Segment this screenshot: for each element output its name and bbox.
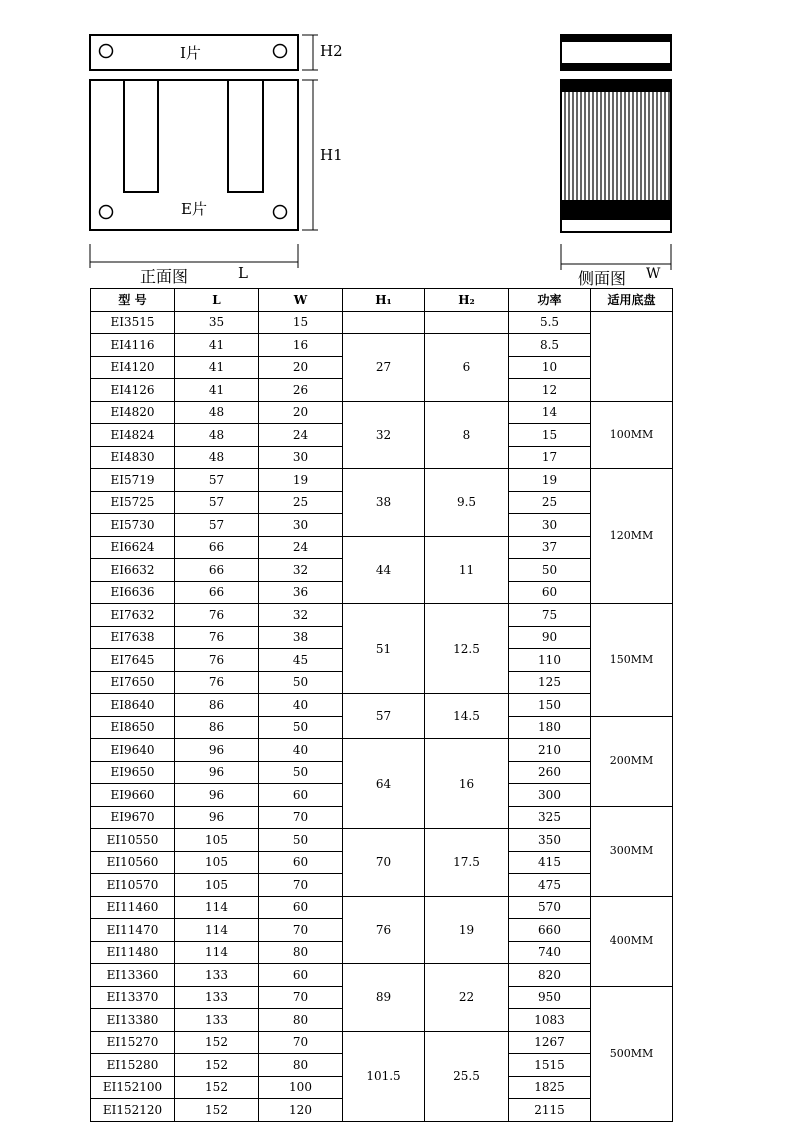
l-cell: 152 bbox=[175, 1054, 259, 1077]
model-cell: EI5719 bbox=[91, 469, 175, 492]
l-cell: 96 bbox=[175, 806, 259, 829]
power-cell: 1515 bbox=[509, 1054, 591, 1077]
w-label: W bbox=[646, 266, 661, 282]
power-cell: 210 bbox=[509, 739, 591, 762]
power-cell: 125 bbox=[509, 671, 591, 694]
model-cell: EI11480 bbox=[91, 941, 175, 964]
h1-cell: 76 bbox=[343, 896, 425, 964]
w-cell: 120 bbox=[259, 1099, 343, 1122]
h1-cell: 57 bbox=[343, 694, 425, 739]
l-cell: 152 bbox=[175, 1031, 259, 1054]
ei-core-spec-table bbox=[90, 288, 673, 1122]
power-cell: 820 bbox=[509, 964, 591, 987]
w-cell: 38 bbox=[259, 626, 343, 649]
model-cell: EI8650 bbox=[91, 716, 175, 739]
l-cell: 41 bbox=[175, 356, 259, 379]
model-cell: EI9650 bbox=[91, 761, 175, 784]
table-row bbox=[91, 829, 673, 852]
power-cell: 415 bbox=[509, 851, 591, 874]
table-row bbox=[91, 604, 673, 627]
table-row bbox=[91, 896, 673, 919]
e-piece-hole-right bbox=[274, 206, 287, 219]
l-cell: 76 bbox=[175, 626, 259, 649]
table-row bbox=[91, 334, 673, 357]
model-cell: EI9670 bbox=[91, 806, 175, 829]
model-cell: EI13370 bbox=[91, 986, 175, 1009]
power-cell: 10 bbox=[509, 356, 591, 379]
base-cell: 300MM bbox=[591, 806, 673, 896]
w-cell: 19 bbox=[259, 469, 343, 492]
h2-cell: 11 bbox=[425, 536, 509, 604]
model-cell: EI152100 bbox=[91, 1076, 175, 1099]
h1-cell: 32 bbox=[343, 401, 425, 469]
power-cell: 1825 bbox=[509, 1076, 591, 1099]
power-cell: 180 bbox=[509, 716, 591, 739]
power-cell: 1083 bbox=[509, 1009, 591, 1032]
side-view-label: 侧面图 bbox=[578, 269, 627, 288]
model-cell: EI11470 bbox=[91, 919, 175, 942]
base-cell: 500MM bbox=[591, 986, 673, 1121]
h2-cell: 12.5 bbox=[425, 604, 509, 694]
w-cell: 60 bbox=[259, 964, 343, 987]
l-cell: 114 bbox=[175, 941, 259, 964]
w-cell: 70 bbox=[259, 986, 343, 1009]
l-cell: 96 bbox=[175, 739, 259, 762]
power-cell: 150 bbox=[509, 694, 591, 717]
model-cell: EI10550 bbox=[91, 829, 175, 852]
table-row bbox=[91, 964, 673, 987]
model-cell: EI152120 bbox=[91, 1099, 175, 1122]
power-cell: 75 bbox=[509, 604, 591, 627]
model-cell: EI3515 bbox=[91, 311, 175, 334]
h1-cell: 38 bbox=[343, 469, 425, 537]
power-cell: 17 bbox=[509, 446, 591, 469]
i-piece-hole-right bbox=[274, 45, 287, 58]
w-cell: 36 bbox=[259, 581, 343, 604]
l-cell: 105 bbox=[175, 851, 259, 874]
l-cell: 105 bbox=[175, 874, 259, 897]
w-cell: 80 bbox=[259, 1009, 343, 1032]
l-cell: 48 bbox=[175, 401, 259, 424]
table-row bbox=[91, 401, 673, 424]
model-cell: EI9660 bbox=[91, 784, 175, 807]
w-cell: 70 bbox=[259, 919, 343, 942]
model-cell: EI5730 bbox=[91, 514, 175, 537]
l-cell: 76 bbox=[175, 649, 259, 672]
w-cell: 40 bbox=[259, 694, 343, 717]
base-cell: 400MM bbox=[591, 896, 673, 986]
power-cell: 5.5 bbox=[509, 311, 591, 334]
l-cell: 48 bbox=[175, 424, 259, 447]
w-cell: 80 bbox=[259, 941, 343, 964]
power-cell: 110 bbox=[509, 649, 591, 672]
w-cell: 50 bbox=[259, 716, 343, 739]
model-cell: EI10560 bbox=[91, 851, 175, 874]
l-cell: 66 bbox=[175, 559, 259, 582]
h1-cell: 70 bbox=[343, 829, 425, 897]
model-cell: EI6624 bbox=[91, 536, 175, 559]
power-cell: 1267 bbox=[509, 1031, 591, 1054]
power-cell: 660 bbox=[509, 919, 591, 942]
h1-cell: 44 bbox=[343, 536, 425, 604]
table-row bbox=[91, 469, 673, 492]
model-cell: EI4126 bbox=[91, 379, 175, 402]
core-diagram bbox=[0, 0, 790, 288]
model-cell: EI11460 bbox=[91, 896, 175, 919]
w-cell: 24 bbox=[259, 536, 343, 559]
h2-cell: 25.5 bbox=[425, 1031, 509, 1121]
header-base: 适用底盘 bbox=[591, 289, 673, 312]
model-cell: EI6632 bbox=[91, 559, 175, 582]
i-piece-hole-left bbox=[100, 45, 113, 58]
front-view-label: 正面图 bbox=[140, 267, 189, 286]
base-cell: 200MM bbox=[591, 716, 673, 806]
model-cell: EI15270 bbox=[91, 1031, 175, 1054]
e-piece-hole-left bbox=[100, 206, 113, 219]
w-cell: 30 bbox=[259, 514, 343, 537]
l-cell: 133 bbox=[175, 1009, 259, 1032]
w-cell: 16 bbox=[259, 334, 343, 357]
power-cell: 15 bbox=[509, 424, 591, 447]
w-cell: 50 bbox=[259, 761, 343, 784]
e-piece-label: E片 bbox=[181, 200, 207, 218]
model-cell: EI4116 bbox=[91, 334, 175, 357]
base-cell bbox=[591, 311, 673, 401]
w-cell: 80 bbox=[259, 1054, 343, 1077]
power-cell: 90 bbox=[509, 626, 591, 649]
model-cell: EI4820 bbox=[91, 401, 175, 424]
power-cell: 950 bbox=[509, 986, 591, 1009]
table-row bbox=[91, 694, 673, 717]
base-cell: 150MM bbox=[591, 604, 673, 717]
w-cell: 20 bbox=[259, 401, 343, 424]
side-view-stack bbox=[561, 35, 671, 232]
model-cell: EI9640 bbox=[91, 739, 175, 762]
l-label: L bbox=[238, 264, 248, 282]
w-cell: 50 bbox=[259, 829, 343, 852]
base-cell: 120MM bbox=[591, 469, 673, 604]
l-cell: 133 bbox=[175, 986, 259, 1009]
h2-cell: 8 bbox=[425, 401, 509, 469]
power-cell: 37 bbox=[509, 536, 591, 559]
model-cell: EI8640 bbox=[91, 694, 175, 717]
power-cell: 8.5 bbox=[509, 334, 591, 357]
h1-cell bbox=[343, 311, 425, 334]
w-cell: 50 bbox=[259, 671, 343, 694]
power-cell: 30 bbox=[509, 514, 591, 537]
l-cell: 57 bbox=[175, 514, 259, 537]
l-cell: 96 bbox=[175, 761, 259, 784]
model-cell: EI4830 bbox=[91, 446, 175, 469]
l-cell: 105 bbox=[175, 829, 259, 852]
header-h1: H₁ bbox=[343, 289, 425, 312]
header-power: 功率 bbox=[509, 289, 591, 312]
h1-cell: 101.5 bbox=[343, 1031, 425, 1121]
power-cell: 25 bbox=[509, 491, 591, 514]
l-cell: 114 bbox=[175, 896, 259, 919]
h2-cell bbox=[425, 311, 509, 334]
model-cell: EI4120 bbox=[91, 356, 175, 379]
l-cell: 41 bbox=[175, 334, 259, 357]
base-cell: 100MM bbox=[591, 401, 673, 469]
l-cell: 86 bbox=[175, 694, 259, 717]
h2-cell: 9.5 bbox=[425, 469, 509, 537]
w-cell: 15 bbox=[259, 311, 343, 334]
w-cell: 60 bbox=[259, 851, 343, 874]
model-cell: EI7650 bbox=[91, 671, 175, 694]
core-drawing bbox=[0, 0, 790, 288]
l-cell: 66 bbox=[175, 581, 259, 604]
header-w: W bbox=[259, 289, 343, 312]
power-cell: 475 bbox=[509, 874, 591, 897]
h1-cell: 64 bbox=[343, 739, 425, 829]
l-cell: 76 bbox=[175, 604, 259, 627]
power-cell: 570 bbox=[509, 896, 591, 919]
h2-cell: 17.5 bbox=[425, 829, 509, 897]
w-cell: 30 bbox=[259, 446, 343, 469]
model-cell: EI7632 bbox=[91, 604, 175, 627]
l-cell: 152 bbox=[175, 1099, 259, 1122]
model-cell: EI13360 bbox=[91, 964, 175, 987]
l-cell: 133 bbox=[175, 964, 259, 987]
table-row bbox=[91, 1031, 673, 1054]
model-cell: EI4824 bbox=[91, 424, 175, 447]
table-row bbox=[91, 536, 673, 559]
w-cell: 25 bbox=[259, 491, 343, 514]
h1-label: H1 bbox=[320, 146, 343, 164]
w-cell: 40 bbox=[259, 739, 343, 762]
w-cell: 45 bbox=[259, 649, 343, 672]
power-cell: 60 bbox=[509, 581, 591, 604]
model-cell: EI7638 bbox=[91, 626, 175, 649]
power-cell: 19 bbox=[509, 469, 591, 492]
h2-cell: 6 bbox=[425, 334, 509, 402]
l-cell: 35 bbox=[175, 311, 259, 334]
h2-cell: 16 bbox=[425, 739, 509, 829]
power-cell: 12 bbox=[509, 379, 591, 402]
l-cell: 66 bbox=[175, 536, 259, 559]
model-cell: EI15280 bbox=[91, 1054, 175, 1077]
h2-cell: 19 bbox=[425, 896, 509, 964]
table-row bbox=[91, 311, 673, 334]
model-cell: EI6636 bbox=[91, 581, 175, 604]
w-cell: 70 bbox=[259, 1031, 343, 1054]
w-cell: 32 bbox=[259, 559, 343, 582]
power-cell: 50 bbox=[509, 559, 591, 582]
header-h2: H₂ bbox=[425, 289, 509, 312]
model-cell: EI13380 bbox=[91, 1009, 175, 1032]
power-cell: 350 bbox=[509, 829, 591, 852]
w-cell: 60 bbox=[259, 784, 343, 807]
h2-cell: 14.5 bbox=[425, 694, 509, 739]
h2-label: H2 bbox=[320, 42, 343, 60]
table-row bbox=[91, 739, 673, 762]
w-cell: 70 bbox=[259, 806, 343, 829]
table-header-row bbox=[91, 289, 673, 312]
l-cell: 86 bbox=[175, 716, 259, 739]
w-cell: 26 bbox=[259, 379, 343, 402]
l-cell: 152 bbox=[175, 1076, 259, 1099]
power-cell: 260 bbox=[509, 761, 591, 784]
l-cell: 96 bbox=[175, 784, 259, 807]
power-cell: 14 bbox=[509, 401, 591, 424]
header-l: L bbox=[175, 289, 259, 312]
l-cell: 76 bbox=[175, 671, 259, 694]
l-cell: 41 bbox=[175, 379, 259, 402]
l-cell: 57 bbox=[175, 491, 259, 514]
l-cell: 57 bbox=[175, 469, 259, 492]
model-cell: EI5725 bbox=[91, 491, 175, 514]
i-piece-label: I片 bbox=[180, 44, 201, 62]
header-model: 型 号 bbox=[91, 289, 175, 312]
w-cell: 24 bbox=[259, 424, 343, 447]
power-cell: 325 bbox=[509, 806, 591, 829]
power-cell: 740 bbox=[509, 941, 591, 964]
w-cell: 32 bbox=[259, 604, 343, 627]
h1-cell: 89 bbox=[343, 964, 425, 1032]
w-cell: 60 bbox=[259, 896, 343, 919]
h2-cell: 22 bbox=[425, 964, 509, 1032]
h1-cell: 51 bbox=[343, 604, 425, 694]
table-body bbox=[91, 311, 673, 1121]
model-cell: EI10570 bbox=[91, 874, 175, 897]
h1-cell: 27 bbox=[343, 334, 425, 402]
l-cell: 48 bbox=[175, 446, 259, 469]
w-cell: 20 bbox=[259, 356, 343, 379]
w-cell: 100 bbox=[259, 1076, 343, 1099]
l-cell: 114 bbox=[175, 919, 259, 942]
power-cell: 2115 bbox=[509, 1099, 591, 1122]
w-cell: 70 bbox=[259, 874, 343, 897]
model-cell: EI7645 bbox=[91, 649, 175, 672]
power-cell: 300 bbox=[509, 784, 591, 807]
